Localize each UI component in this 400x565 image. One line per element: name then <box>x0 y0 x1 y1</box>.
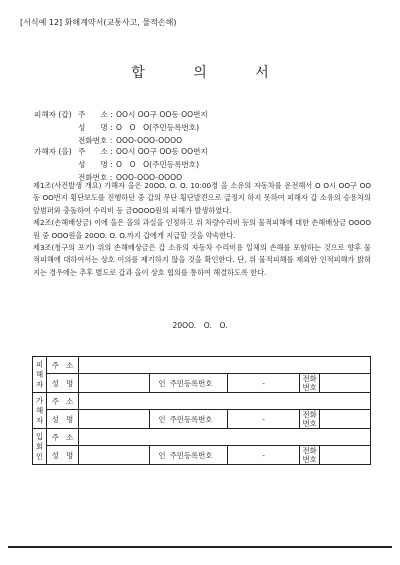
offender-phone: OOO-OOO-OOOO <box>116 173 183 182</box>
seal-label: 인 <box>149 374 167 393</box>
id-number-cell[interactable]: - <box>228 410 300 429</box>
offender-role: 가해자 (을) <box>34 147 72 156</box>
page-title: 합 의 서 <box>131 65 291 81</box>
victim-name-cell[interactable] <box>78 374 149 393</box>
phone-label: 전화 번호 <box>300 446 320 465</box>
offender-address-cell[interactable] <box>78 393 370 410</box>
name-label: 성 명 <box>47 410 78 429</box>
victim-party-label: 피 해 자 <box>33 357 47 393</box>
offender-address: OO시 OO구 OO동 OO번지 <box>116 147 208 156</box>
victim-phone: OOO-OOO-OOOO <box>116 136 183 145</box>
seal-label: 인 <box>149 446 167 465</box>
offender-name-label: 성 명 : <box>78 160 113 169</box>
offender-address-label: 주 소 : <box>78 147 113 156</box>
id-number-label: 주민등록번호 <box>168 410 228 429</box>
offender-name: O O O(주민등록번호) <box>116 160 200 169</box>
address-label: 주 소 <box>47 429 78 446</box>
victim-address-label: 주 소 : <box>78 110 113 119</box>
agreement-articles <box>33 180 371 279</box>
witness-name-cell[interactable] <box>78 446 149 465</box>
witness-address-cell[interactable] <box>78 429 370 446</box>
victim-address: OO시 OO구 OO동 OO번지 <box>116 110 208 119</box>
victim-phone-label: 전화번호 : <box>78 136 113 145</box>
article-1: 제1조(사건발생 개요) 가해자 을은 20OO. O. O. 10:00경 을 소유의 자동차를 운전해서 O O시 OO구 OO동 OO번지 횡단보도를 진행하던 중 갑의 무단 횡단발견으로 급정지 하지 못하여 피해자 갑 소유의 승용차의 앞범퍼와 충돌하여 수리비 등 금OOOO원의 피해가 발생하였다. <box>33 181 371 215</box>
id-number-cell[interactable]: - <box>228 374 300 393</box>
id-number-cell[interactable]: - <box>228 446 300 465</box>
victim-role: 피해자 (갑) <box>34 110 72 119</box>
address-label: 주 소 <box>47 357 78 374</box>
article-3: 제3조(청구의 포기) 위의 손해배상금은 갑 소유의 자동차 수리비용 일체의 손해를 포함하는 것으로 향후 물적피해에 대하여서는 상호 이의를 제기하지 않을 것을 확인한다. 단, 위 물적피해를 제외한 인적피해가 밝혀지는 경우에는 추후 별도로 갑과 을이 상호 협의를 통하여 해결하도록 한다. <box>33 243 371 277</box>
victim-info <box>34 108 208 147</box>
offender-info <box>34 145 208 184</box>
witness-phone-cell[interactable] <box>320 446 371 465</box>
article-2: 제2조(손해배상금) 이에 을은 을의 과실을 인정하고 위 차량수리비 등의 물적피해에 대한 손해배상금 OOOO원 중 OOO원을 20OO. O. O.까지 갑에게 지급할 것을 약속한다. <box>33 218 371 240</box>
id-number-label: 주민등록번호 <box>168 374 228 393</box>
offender-phone-label: 전화번호 : <box>78 173 113 182</box>
name-label: 성 명 <box>47 446 78 465</box>
address-label: 주 소 <box>47 393 78 410</box>
victim-name-label: 성 명 : <box>78 123 113 132</box>
offender-name-cell[interactable] <box>78 410 149 429</box>
form-number: [서식예 12] 화해계약서(교통사고, 물적손해) <box>20 18 177 27</box>
victim-address-cell[interactable] <box>78 357 370 374</box>
phone-label: 전화 번호 <box>300 410 320 429</box>
offender-phone-cell[interactable] <box>320 410 371 429</box>
victim-phone-cell[interactable] <box>320 374 371 393</box>
signature-table <box>32 356 371 465</box>
id-number-label: 주민등록번호 <box>168 446 228 465</box>
name-label: 성 명 <box>47 374 78 393</box>
offender-party-label: 가 해 자 <box>33 393 47 429</box>
bottom-divider <box>8 546 392 548</box>
agreement-date: 20OO. O. O. <box>172 321 228 330</box>
victim-name: O O O(주민등록번호) <box>116 123 200 132</box>
seal-label: 인 <box>149 410 167 429</box>
phone-label: 전화 번호 <box>300 374 320 393</box>
witness-party-label: 입 회 인 <box>33 429 47 465</box>
